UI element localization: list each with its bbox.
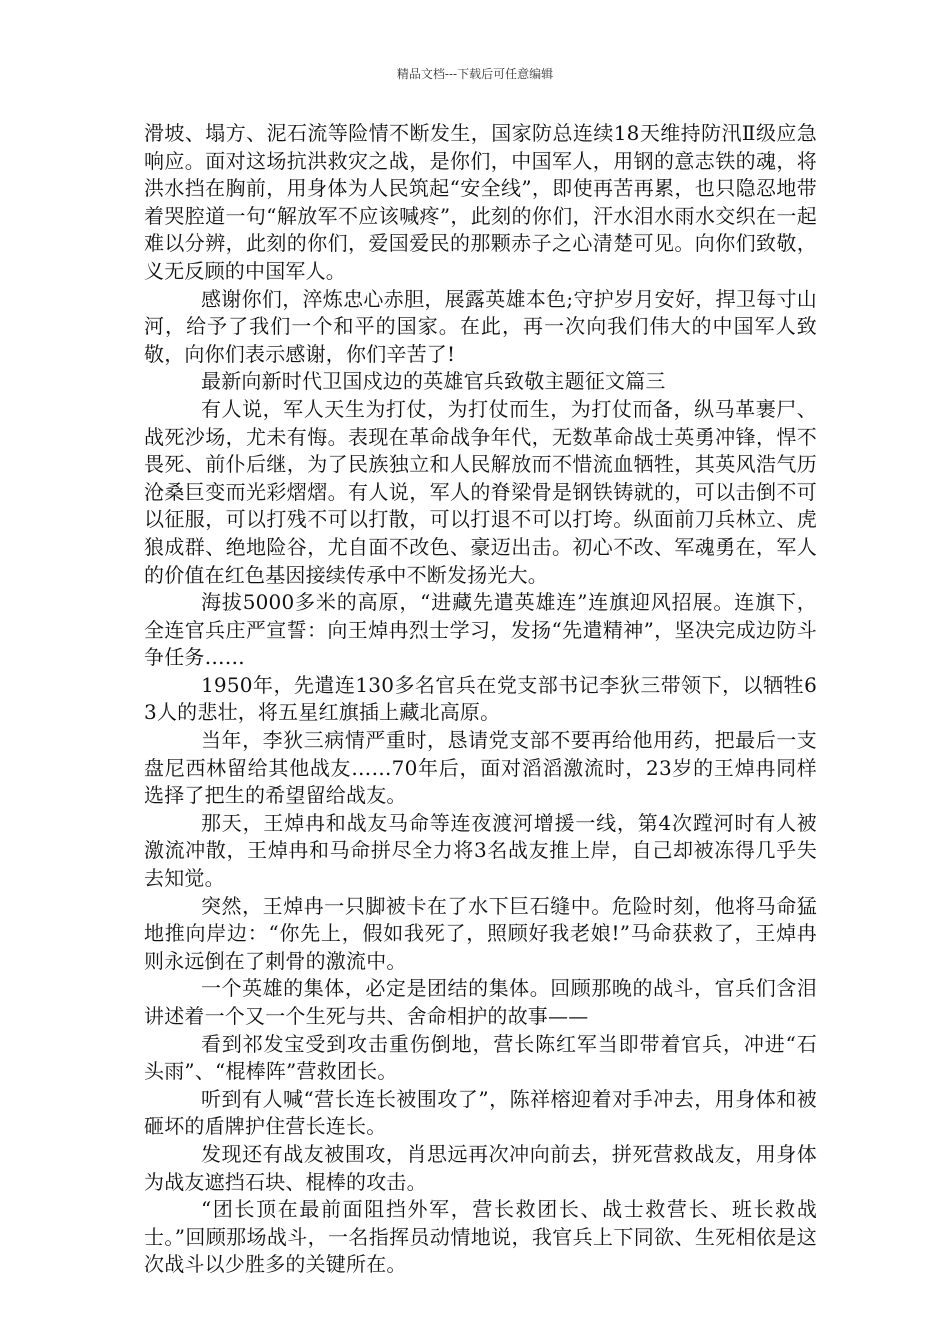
paragraph-2: 感谢你们，淬炼忠心赤胆，展露英雄本色;守护岁月安好，捍卫每寸山河，给予了我们一个和平的国家。在此，再一次向我们伟大的中国军人致敬，向你们表示感谢，你们辛苦了!: [144, 286, 817, 366]
document-body: [144, 120, 817, 1279]
page-header: 精品文档---下载后可任意编辑: [396, 67, 554, 81]
paragraph-4: 海拔5000多米的高原，“进藏先遣英雄连”连旗迎风招展。连旗下，全连官兵庄严宣誓：向王焯冉烈士学习，发扬“先遣精神”，坚决完成边防斗争任务……: [144, 590, 817, 670]
paragraph-6: 当年，李狄三病情严重时，恳请党支部不要再给他用药，把最后一支盘尼西林留给其他战友……70年后，面对滔滔激流时，23岁的王焯冉同样选择了把生的希望留给战友。: [144, 728, 817, 808]
paragraph-9: 一个英雄的集体，必定是团结的集体。回顾那晚的战斗，官兵们含泪讲述着一个又一个生死与共、舍命相护的故事——: [144, 976, 817, 1028]
paragraph-7: 那天，王焯冉和战友马命等连夜渡河增援一线，第4次蹚河时有人被激流冲散，王焯冉和马命拼尽全力将3名战友推上岸，自己却被冻得几乎失去知觉。: [144, 810, 817, 891]
section-title: 最新向新时代卫国戍边的英雄官兵致敬主题征文篇三: [201, 369, 666, 394]
paragraph-11: 听到有人喊“营长连长被围攻了”，陈祥榕迎着对手冲去，用身体和被砸坏的盾牌护住营长连长。: [144, 1086, 817, 1139]
paragraph-10: 看到祁发宝受到攻击重伤倒地，营长陈红军当即带着官兵，冲进“石头雨”、“棍棒阵”营救团长。: [144, 1031, 817, 1084]
paragraph-12: 发现还有战友被围攻，肖思远再次冲向前去，拼死营救战友，用身体为战友遮挡石块、棍棒的攻击。: [144, 1141, 817, 1194]
paragraph-8: 突然，王焯冉一只脚被卡在了水下巨石缝中。危险时刻，他将马命猛地推向岸边：“你先上，假如我死了，照顾好我老娘!”马命获救了，王焯冉则永远倒在了刺骨的激流中。: [144, 893, 817, 973]
paragraph-13: “团长顶在最前面阻挡外军，营长救团长、战士救营长、班长救战士。”回顾那场战斗，一名指挥员动情地说，我官兵上下同欲、生死相依是这次战斗以少胜多的关键所在。: [144, 1197, 817, 1277]
paragraph-3: 有人说，军人天生为打仗，为打仗而生，为打仗而备，纵马革裹尸、战死沙场，尤未有悔。表现在革命战争年代，无数革命战士英勇冲锋，悍不畏死、前仆后继，为了民族独立和人民解放而不惜流血牺牲，其英风浩气历沧桑巨变而光彩熠熠。有人说，军人的脊梁骨是钢铁铸就的，可以击倒不可以征服，可以打残不可以打散，可以打退不可以打垮。纵面前刀兵林立、虎狼成群、绝地险谷，尤自面不改色、豪迈出击。初心不改、军魂勇在，军人的价值在红色基因接续传承中不断发扬光大。: [144, 396, 817, 587]
paragraph-1: 滑坡、塌方、泥石流等险情不断发生，国家防总连续18天维持防汛Ⅱ级应急响应。面对这场抗洪救灾之战，是你们，中国军人，用钢的意志铁的魂，将洪水挡在胸前，用身体为人民筑起“安全线”，即使再苦再累，也只隐忍地带着哭腔道一句“解放军不应该喊疼”，此刻的你们，汗水泪水雨水交织在一起难以分辨，此刻的你们，爱国爱民的那颗赤子之心清楚可见。向你们致敬，义无反顾的中国军人。: [144, 121, 817, 283]
paragraph-5: 1950年，先遣连130多名官兵在党支部书记李狄三带领下，以牺牲63人的悲壮，将五星红旗插上藏北高原。: [144, 672, 817, 725]
